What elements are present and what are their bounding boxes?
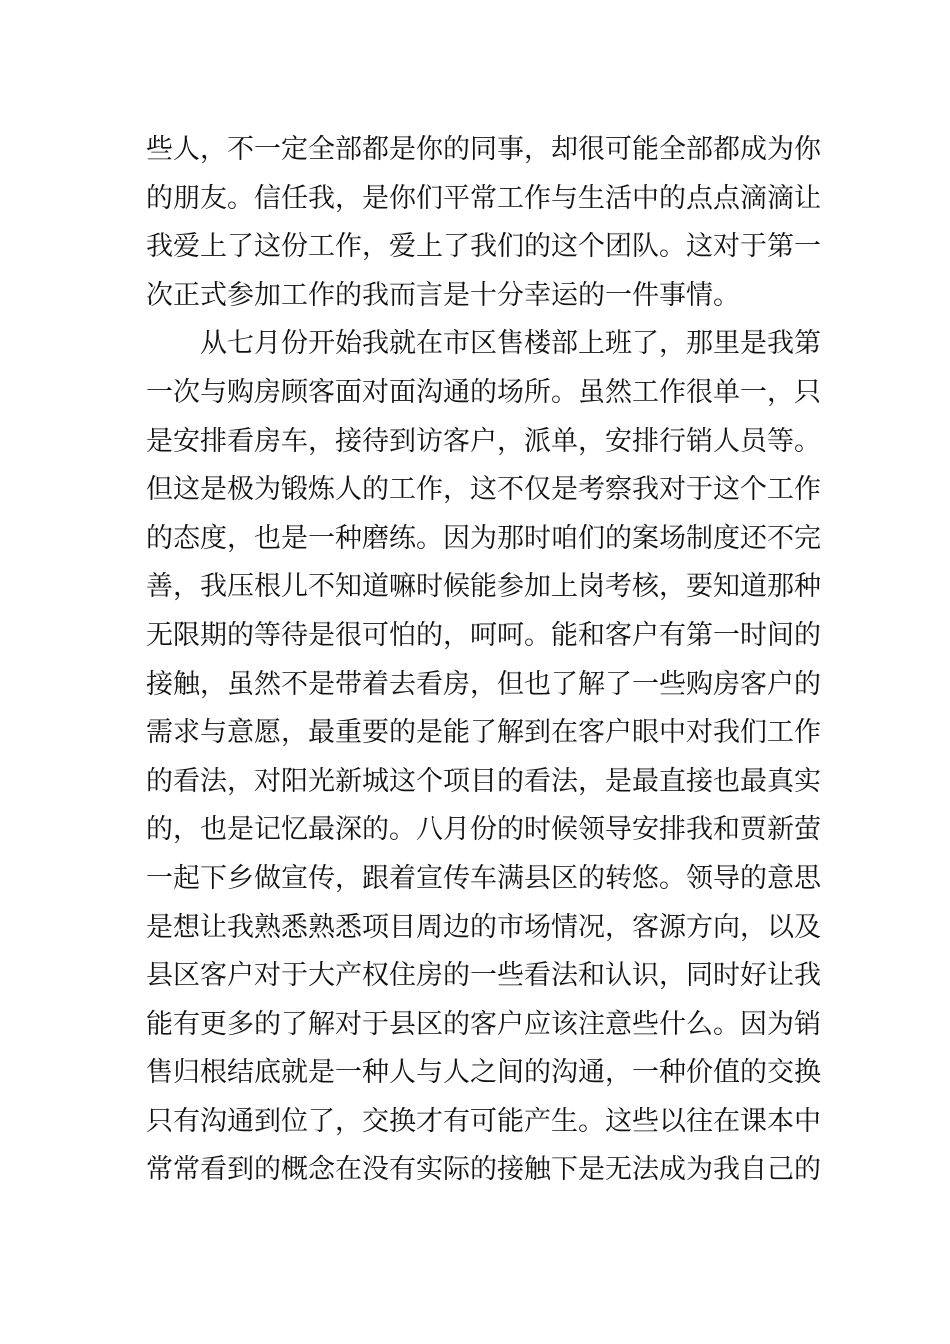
paragraph-first-line: 从七月份开始我就在市区售楼部上班了，那里是我第 <box>200 328 821 360</box>
text-line: 的，也是记忆最深的。八月份的时候领导安排我和贾新萤 <box>146 814 821 846</box>
text-line: 的朋友。信任我，是你们平常工作与生活中的点点滴滴让 <box>146 182 821 214</box>
text-line: 但这是极为锻炼人的工作，这不仅是考察我对于这个工作 <box>146 474 821 506</box>
text-line: 的态度，也是一种磨练。因为那时咱们的案场制度还不完 <box>146 522 821 554</box>
text-line: 次正式参加工作的我而言是十分幸运的一件事情。 <box>146 279 740 311</box>
body-text <box>146 126 821 1195</box>
text-line: 一起下乡做宣传，跟着宣传车满县区的转悠。领导的意思 <box>146 862 821 894</box>
text-line: 的看法，对阳光新城这个项目的看法，是最直接也最真实 <box>146 765 821 797</box>
text-line: 我爱上了这份工作，爱上了我们的这个团队。这对于第一 <box>146 231 821 263</box>
text-line: 需求与意愿，最重要的是能了解到在客户眼中对我们工作 <box>146 717 821 749</box>
text-line: 是安排看房车，接待到访客户，派单，安排行销人员等。 <box>146 425 821 457</box>
text-line: 是想让我熟悉熟悉项目周边的市场情况，客源方向，以及 <box>146 911 821 943</box>
text-line: 善，我压根儿不知道嘛时候能参加上岗考核，要知道那种 <box>146 571 821 603</box>
text-line: 只有沟通到位了，交换才有可能产生。这些以往在课本中 <box>146 1105 821 1137</box>
text-line: 售归根结底就是一种人与人之间的沟通，一种价值的交换 <box>146 1057 821 1089</box>
text-line: 常常看到的概念在没有实际的接触下是无法成为我自己的 <box>146 1154 821 1186</box>
text-line: 能有更多的了解对于县区的客户应该注意些什么。因为销 <box>146 1008 821 1040</box>
text-line: 一次与购房顾客面对面沟通的场所。虽然工作很单一，只 <box>146 376 821 408</box>
text-line: 县区客户对于大产权住房的一些看法和认识，同时好让我 <box>146 960 821 992</box>
text-line: 些人，不一定全部都是你的同事，却很可能全部都成为你 <box>146 134 821 165</box>
text-line: 接触，虽然不是带着去看房，但也了解了一些购房客户的 <box>146 668 821 700</box>
text-line: 无限期的等待是很可怕的，呵呵。能和客户有第一时间的 <box>146 619 821 651</box>
